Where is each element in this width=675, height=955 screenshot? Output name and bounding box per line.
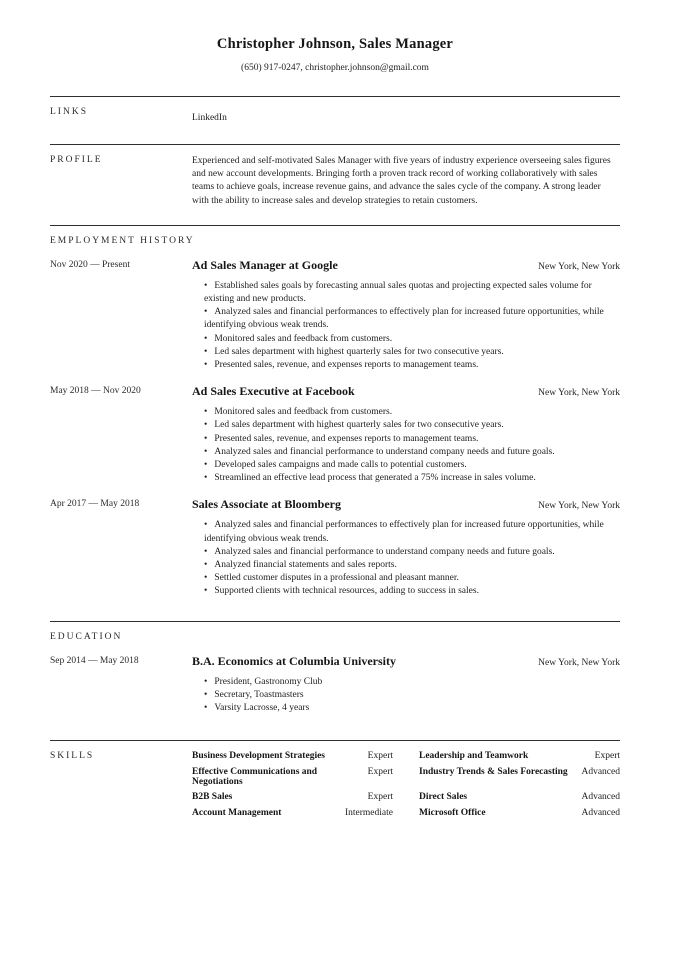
job-body — [192, 497, 620, 598]
job-body — [192, 384, 620, 485]
skill-item — [419, 751, 620, 761]
skill-item — [419, 808, 620, 818]
job-location: New York, New York — [538, 501, 620, 512]
links-content — [192, 107, 620, 125]
job-bullet: • Presented sales, revenue, and expenses reports to management teams. — [204, 359, 620, 372]
job-bullet: • Analyzed financial statements and sales reports. — [204, 559, 620, 572]
job-header — [192, 497, 620, 512]
candidate-name: Christopher Johnson, Sales Manager — [216, 36, 454, 52]
skill-item — [192, 792, 393, 802]
job-header — [192, 384, 620, 399]
links-section — [50, 97, 620, 144]
education-entry — [50, 654, 620, 716]
education-bullet: • President, Gastronomy Club — [204, 676, 620, 689]
job-bullet: • Presented sales, revenue, and expenses reports to management teams. — [204, 433, 620, 446]
job-bullet: • Led sales department with highest quarterly sales for two consecutive years. — [204, 419, 620, 432]
profile-summary: Experienced and self-motivated Sales Manager with five years of industry experience overseeing sales figures and new account developments. Bringing forth a proven track record of working collaboratively with sales teams to achieve goals, increase revenue gains, and advance the sales cycle of the company. A strong leader with the ability to increase sales and develop strategies to retain customers. — [192, 156, 611, 206]
job-bullet: • Analyzed sales and financial performances to effectively plan for increased future opportunities, while identifying obvious weak trends. — [204, 519, 620, 545]
employment-section-label: EMPLOYMENT HISTORY — [50, 235, 195, 246]
job-dates: May 2018 — Nov 2020 — [50, 386, 141, 397]
job-location: New York, New York — [538, 388, 620, 399]
skill-level: Intermediate — [344, 807, 393, 818]
job-bullet: • Analyzed sales and financial performance to understand company needs and future goals. — [204, 546, 620, 559]
education-bullet-list — [192, 676, 620, 716]
skill-name: Microsoft Office — [419, 807, 486, 818]
job-dates: Nov 2020 — Present — [50, 259, 130, 270]
resume-header — [50, 36, 620, 73]
skill-name: B2B Sales — [192, 792, 233, 803]
job-title: Ad Sales Executive at Facebook — [192, 384, 355, 399]
job-body — [192, 258, 620, 372]
skill-level: Expert — [367, 766, 393, 777]
education-section — [50, 622, 620, 741]
skill-name: Direct Sales — [419, 792, 468, 803]
education-title: B.A. Economics at Columbia University — [192, 653, 396, 668]
job-bullet: • Settled customer disputes in a professional and pleasant manner. — [204, 572, 620, 585]
profile-section — [50, 145, 620, 225]
skill-level: Advanced — [581, 792, 620, 803]
job-bullet: • Analyzed sales and financial performance to understand company needs and future goals. — [204, 446, 620, 459]
education-bullet: • Varsity Lacrosse, 4 years — [204, 702, 620, 715]
job-bullet-list — [192, 280, 620, 372]
job-bullet-list — [192, 406, 620, 485]
skill-level: Advanced — [581, 766, 620, 777]
job-title: Ad Sales Manager at Google — [192, 257, 338, 272]
skill-item — [419, 792, 620, 802]
education-bullet: • Secretary, Toastmasters — [204, 689, 620, 702]
skill-name: Business Development Strategies — [192, 751, 325, 762]
profile-section-label: PROFILE — [50, 155, 103, 165]
skill-level: Advanced — [581, 807, 620, 818]
job-location: New York, New York — [538, 261, 620, 272]
skill-item — [192, 751, 393, 761]
linkedin-link[interactable]: LinkedIn — [192, 113, 227, 123]
job-dates: Apr 2017 — May 2018 — [50, 499, 140, 510]
skill-item — [192, 767, 393, 787]
job-bullet: • Established sales goals by forecasting annual sales quotas and projecting expected sales volume for existing and new products. — [204, 280, 620, 306]
job-title: Sales Associate at Bloomberg — [192, 497, 341, 512]
job-bullet: • Led sales department with highest quarterly sales for two consecutive years. — [204, 346, 620, 359]
education-dates: Sep 2014 — May 2018 — [50, 655, 139, 666]
skill-level: Expert — [367, 751, 393, 762]
education-header — [192, 654, 620, 669]
skill-level: Expert — [594, 751, 620, 762]
skills-section — [50, 741, 620, 823]
job-entry-google — [50, 258, 620, 372]
job-bullet: • Monitored sales and feedback from customers. — [204, 333, 620, 346]
skill-name: Industry Trends & Sales Forecasting — [419, 766, 568, 777]
job-entry-facebook — [50, 384, 620, 485]
skill-item — [419, 767, 620, 787]
skills-grid — [192, 751, 620, 823]
links-section-label: LINKS — [50, 107, 88, 117]
job-bullet: • Supported clients with technical resources, adding to success in sales. — [204, 585, 620, 598]
job-bullet: • Streamlined an effective lead process that generated a 75% increase in sales volume. — [204, 472, 620, 485]
job-bullet: • Analyzed sales and financial performances to effectively plan for increased future opportunities, while identifying obvious weak trends. — [204, 306, 620, 332]
skill-name: Effective Communications and Negotiations — [192, 766, 318, 787]
skill-name: Leadership and Teamwork — [419, 751, 529, 762]
skills-section-label: SKILLS — [50, 751, 95, 762]
job-bullet-list — [192, 519, 620, 598]
employment-section — [50, 226, 620, 621]
skill-name: Account Management — [192, 807, 282, 818]
job-entry-bloomberg — [50, 497, 620, 598]
job-bullet: • Monitored sales and feedback from customers. — [204, 406, 620, 419]
skill-level: Expert — [367, 792, 393, 803]
job-header — [192, 258, 620, 273]
job-bullet: • Developed sales campaigns and made calls to potential customers. — [204, 459, 620, 472]
education-location: New York, New York — [538, 657, 620, 668]
skill-item — [192, 808, 393, 818]
education-body — [192, 654, 620, 716]
contact-info: (650) 917-0247, christopher.johnson@gmail.com — [241, 63, 429, 73]
education-section-label: EDUCATION — [50, 631, 123, 642]
